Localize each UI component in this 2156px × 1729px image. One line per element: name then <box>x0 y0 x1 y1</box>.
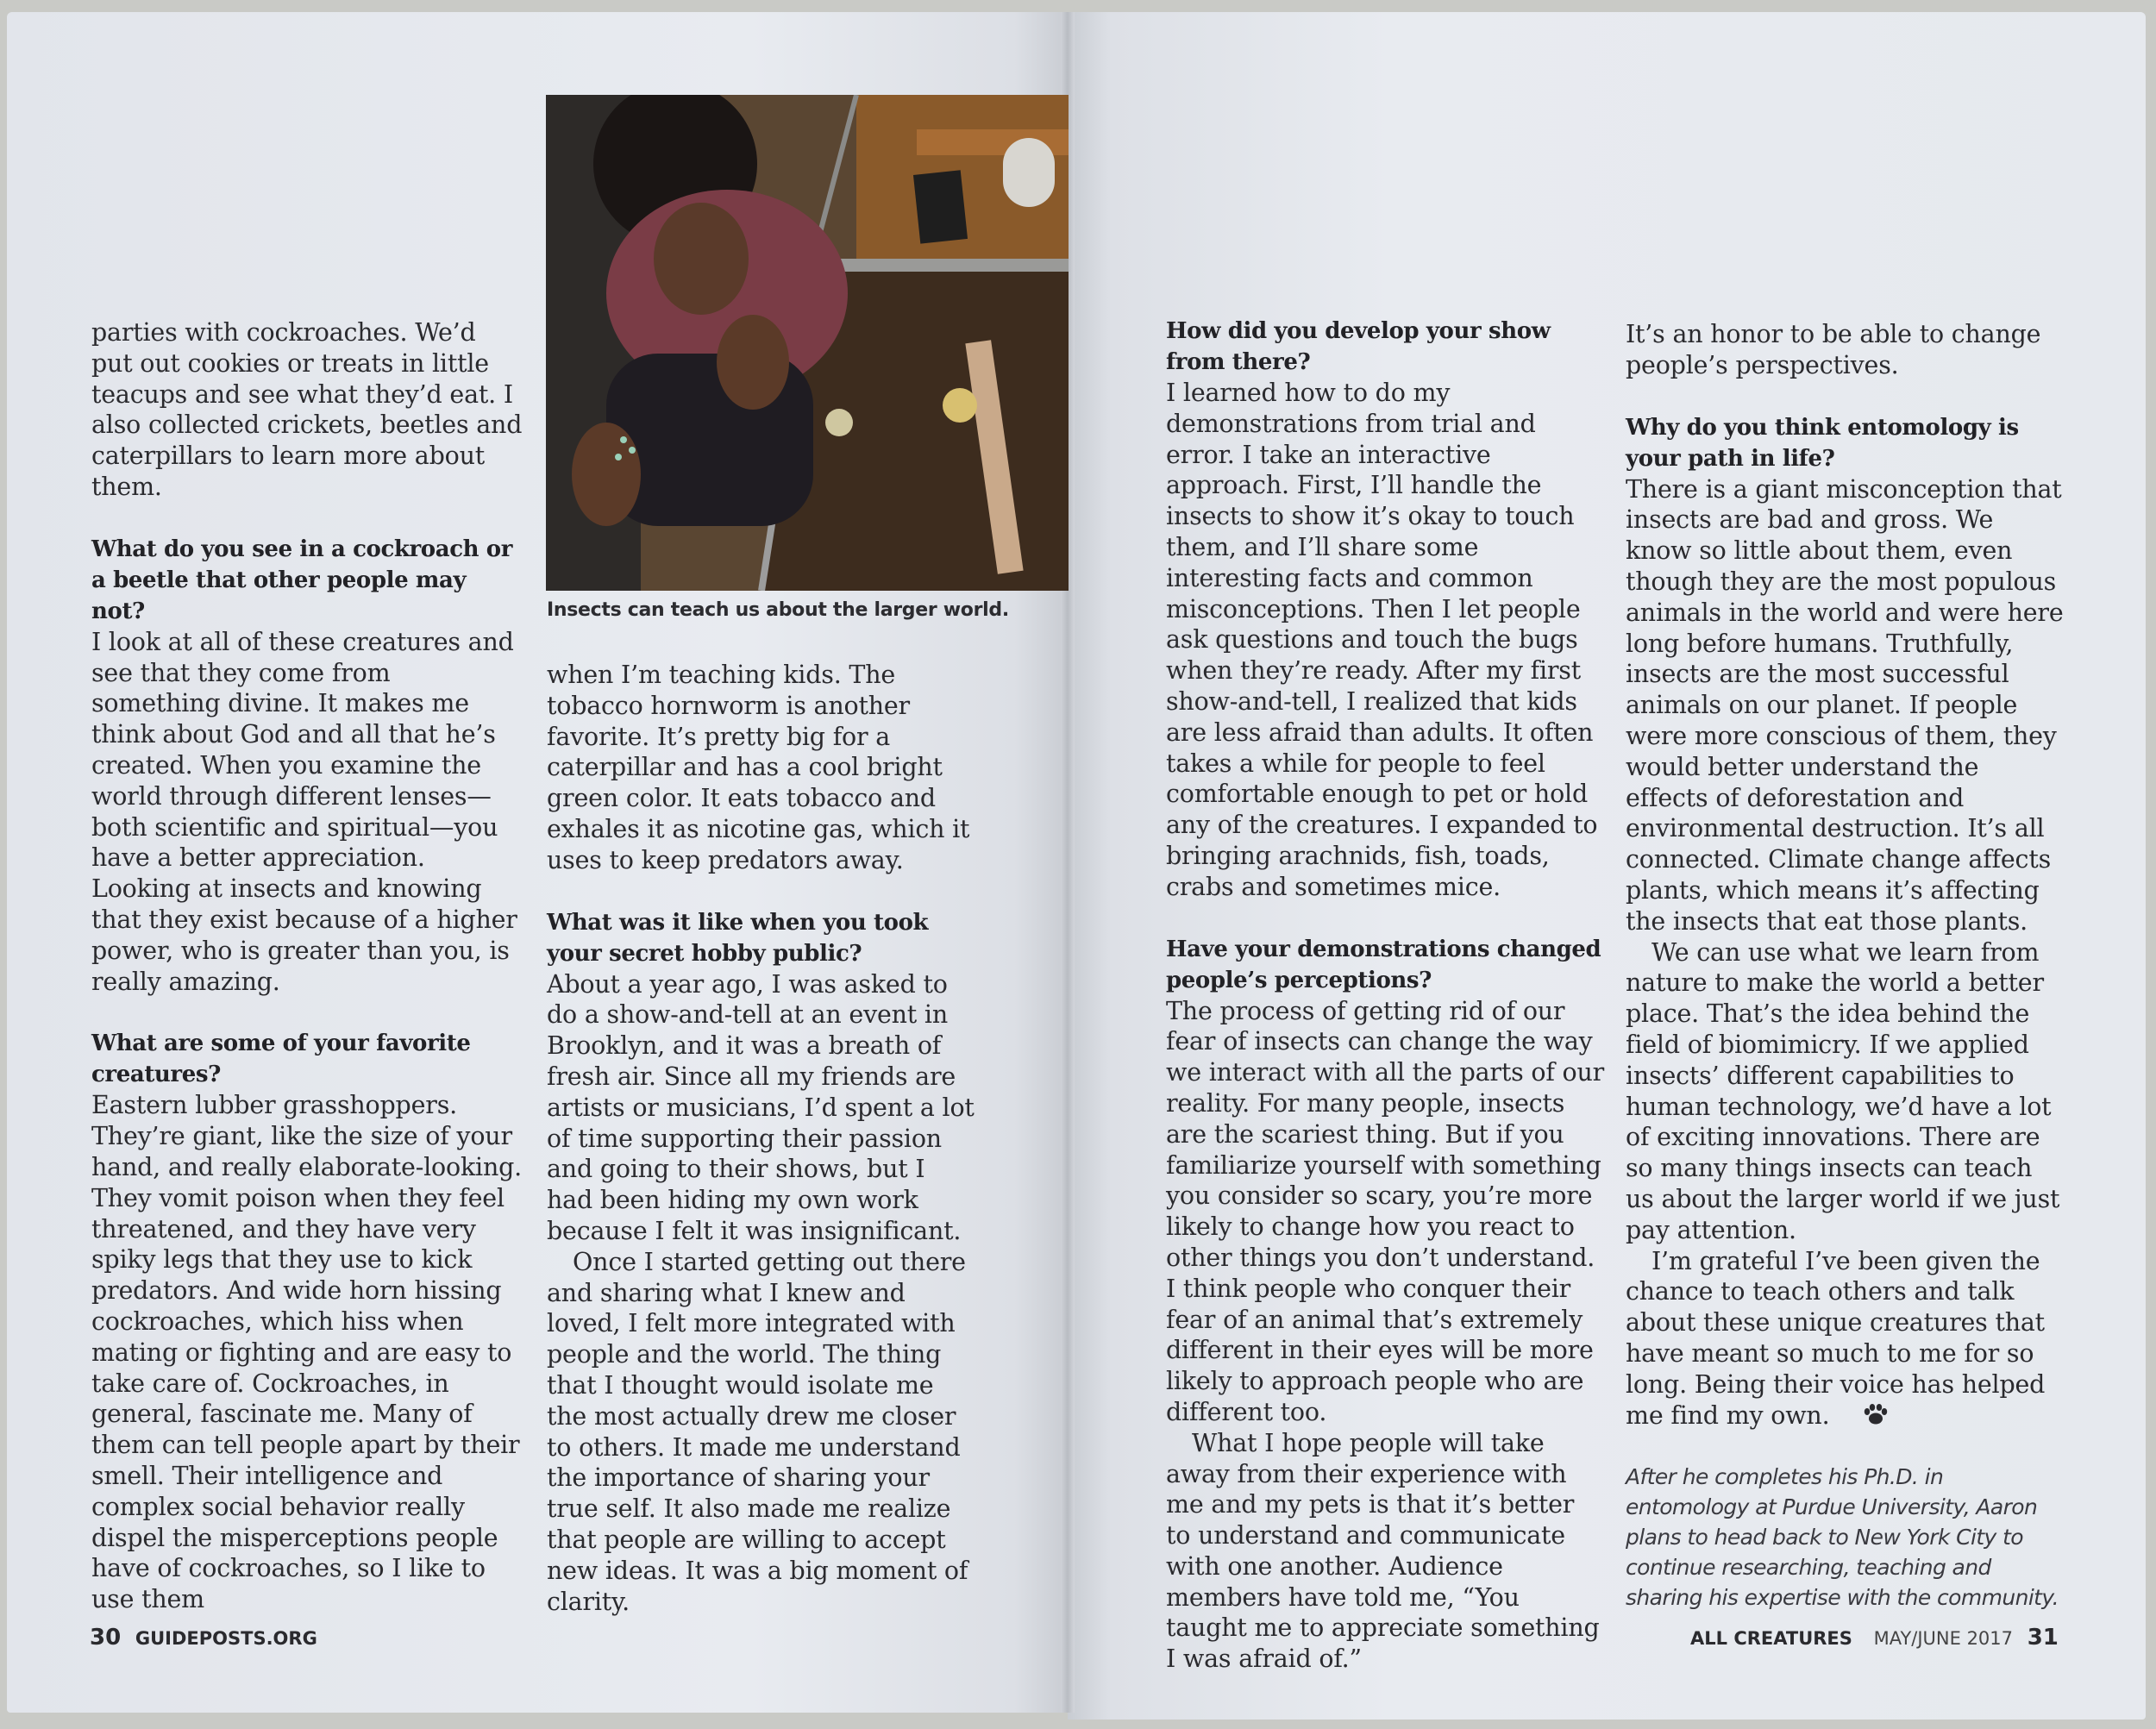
article-column-4 <box>1626 319 2065 1613</box>
interview-question: Why do you think entomology is your path in life? <box>1626 414 2019 472</box>
right-page-footer <box>1690 1625 2059 1651</box>
paragraph: The process of getting rid of our fear of insects can change the way we interact with all the parts of our reality. For many people, insects are the scariest thing. But if you familiarize yourself with something you consider so scary, you’re more likely to change how you react to other things you don’t understand. I think people who conquer their fear of an animal that’s extremely different in their eyes will be more likely to approach people who are different too. <box>1166 996 1605 1426</box>
paragraph: What I hope people will take away from their experience with me and my pets is that it’s better to understand and communicate with one another. Audience members have told me, “You taught me to appreciate something I was afraid of.” <box>1166 1428 1600 1674</box>
section-name: ALL CREATURES <box>1690 1628 1852 1649</box>
paragraph: Eastern lubber grasshoppers. They’re giant, like the size of your hand, and really elaborate-looking. They vomit poison when they feel threatened, and they have very spiky legs that they use to kick predators. And wide horn hissing cockroaches, which hiss when mating or fighting and are easy to take care of. Cockroaches, in general, fascinate me. Many of them can tell people apart by their smell. Their intelligence and complex social behavior really dispel the misperceptions people have of cockroaches, so I like to use them <box>91 1091 523 1614</box>
paw-print-icon <box>1837 1402 1863 1425</box>
issue-date: MAY/JUNE 2017 <box>1873 1628 2014 1649</box>
photo-caption: Insects can teach us about the larger world. <box>547 599 1009 621</box>
interview-question: What are some of your favorite creatures? <box>91 1031 471 1088</box>
interview-question: How did you develop your show from there? <box>1166 318 1551 375</box>
interview-question: What was it like when you took your secret hobby public? <box>547 909 929 967</box>
paragraph: Once I started getting out there and sharing what I knew and loved, I felt more integrated with people and the world. The thing that I thought would isolate me the most actually drew me closer to others. It made me understand the importance of sharing your true self. It also made me realize that people are willing to accept new ideas. It was a big moment of clarity. <box>547 1247 968 1616</box>
article-column-3 <box>1166 316 1606 1675</box>
paragraph: We can use what we learn from nature to make the world a better place. That’s the idea behind the field of biomimicry. If we applied insects’ different capabilities to human technology, we’d have a lot of exciting innovations. There are so many things insects can teach us about the larger world if we just pay attention. <box>1626 937 2060 1244</box>
paragraph: I learned how to do my demonstrations from trial and error. I take an interactive approach. First, I’ll handle the insects to show it’s okay to touch them, and I’ll share some interesting facts and common misconceptions. Then I let people ask questions and touch the bugs when they’re ready. After my first show-and-tell, I realized that kids are less afraid than adults. It often takes a while for people to feel comfortable enough to pet or hold any of the creatures. I expanded to bringing arachnids, fish, toads, crabs and sometimes mice. <box>1166 379 1598 901</box>
interview-question: What do you see in a cockroach or a beetle that other people may not? <box>91 536 513 624</box>
paragraph: when I’m teaching kids. The tobacco hornworm is another favorite. It’s pretty big for a caterpillar and has a cool bright green color. It eats tobacco and exhales it as nicotine gas, which it uses to keep predators away. <box>547 661 970 874</box>
photo-illustration <box>546 95 1069 591</box>
article-column-1 <box>91 317 523 1615</box>
page-number: 31 <box>2027 1625 2059 1651</box>
paragraph: There is a giant misconception that insects are bad and gross. We know so little about them, even though they are the most populous animals in the world and were here long before humans. Truthfully, insects are the most successful animals on our planet. If people were more conscious of them, they would better understand the effects of deforestation and environmental destruction. It’s all connected. Climate change affects plants, which means it’s affecting the insects that eat those plants. <box>1626 474 2064 936</box>
paragraph <box>1626 1246 2065 1431</box>
site-name: GUIDEPOSTS.ORG <box>135 1628 317 1649</box>
author-bio: After he completes his Ph.D. in entomology at Purdue University, Aaron plans to head back to New York City to continue researching, teaching and sharing his expertise with the community. <box>1626 1464 2059 1611</box>
paragraph: I look at all of these creatures and see that they come from something divine. It makes me think about God and all that he’s created. When you examine the world through different lenses—both scientific and spiritual—you have a better appreciation. Looking at insects and knowing that they exist because of a higher power, who is greater than you, is really amazing. <box>91 627 517 996</box>
left-page-footer <box>90 1625 317 1651</box>
article-column-2 <box>547 660 978 1617</box>
paragraph: It’s an honor to be able to change people’s perspectives. <box>1626 320 2041 379</box>
interview-question: Have your demonstrations changed people’s perceptions? <box>1166 936 1601 993</box>
page-number: 30 <box>90 1625 122 1651</box>
paragraph: parties with cockroaches. We’d put out cookies or treats in little teacups and see what they’d eat. I also collected crickets, beetles and caterpillars to learn more about them. <box>91 318 523 501</box>
closing-sentence: I’m grateful I’ve been given the chance to teach others and talk about these unique creatures that have meant so much to me for so long. Being their voice has helped me find my own. <box>1626 1246 2046 1430</box>
article-photo <box>546 95 1069 591</box>
paragraph: About a year ago, I was asked to do a show-and-tell at an event in Brooklyn, and it was a breath of fresh air. Since all my friends are artists or musicians, I’d spent a lot of time supporting their passion and going to their shows, but I had been hiding my own work because I felt it was insignificant. <box>547 969 975 1245</box>
